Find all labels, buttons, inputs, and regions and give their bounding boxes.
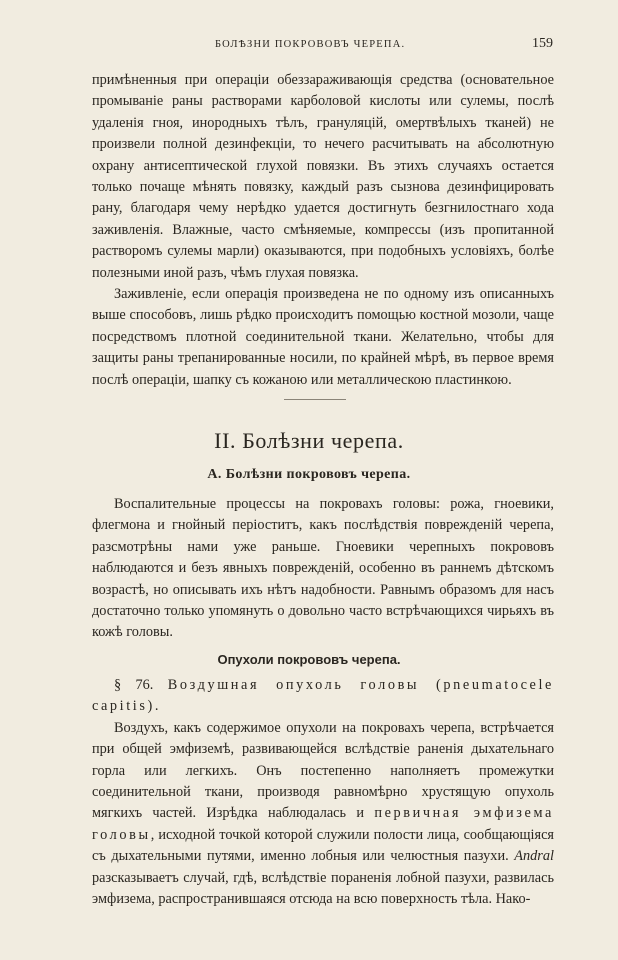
paragraph-number: § 76. — [114, 677, 154, 693]
spaced-term: первичная эмфизема головы — [92, 805, 554, 843]
paragraph-antiseptic: примѣненныя при операціи обеззараживающія средства (основательное промываніе раны растворами карболовой кислоты или сулемы, послѣ удаленія гноя, инородныхъ тѣлъ, грануляцій, омертвѣлыхъ тканей) не произвели полной дезинфекціи, то нечего расчитывать на абсолютную охрану антисептической глухой повязки. Въ этихъ случаяхъ остается только почаще мѣнять повязку, каждый разъ сызнова дезинфицировать рану, благодаря чему нерѣдко удается достигнуть безгнилостнаго хода заживленія. Влажные, часто смѣняемые, компрессы (изъ пропитанной растворомъ сулемы марли) оказываются, при подобныхъ условіяхъ, болѣе полезными иной разъ, чѣмъ глухая повязка. — [92, 72, 554, 281]
chapter-text-block — [92, 494, 554, 644]
top-text-block — [92, 70, 554, 391]
paragraph-title: Воздушная опухоль головы (pneumatocele capitis). — [92, 677, 555, 715]
paragraph-heading — [92, 675, 554, 718]
page-number: 159 — [532, 36, 553, 51]
subsection-heading: Опухоли покрововъ черепа. — [217, 652, 401, 667]
text-part-c: разсказываетъ случай, гдѣ, вслѣдствіе пораненія лобной пазухи, развилась эмфизема, распространившаяся отсюда на всю поверхность тѣла. Нако- — [92, 869, 554, 908]
subsection-text-block — [92, 675, 554, 910]
section-divider — [284, 399, 346, 400]
text-part-a: Воздухъ, какъ содержимое опухоли на покровахъ черепа, встрѣчается при общей эмфиземѣ, развивающейся вслѣдствіе раненія дыхательнаго горла или легкихъ. Онъ постепенно наполняетъ промежутки соединительной ткани, производя равномѣрно хрустящую опухоль мягкихъ частей. Изрѣдка наблюдалась и — [92, 719, 554, 822]
paragraph-healing: Заживленіе, если операція произведена не по одному изъ описанныхъ выше способовъ, лишь рѣдко происходитъ помощью костной мозоли, чаще посредствомъ плотной соединительной ткани. Желательно, чтобы для защиты раны трепанированные носили, по крайней мѣрѣ, въ первое время послѣ операціи, шапку съ кожаною или металлическою пластинкою. — [92, 286, 554, 388]
text-part-b: , исходной точкой которой служили полости лица, сообщающіяся съ дыхательными путями, именно лобныя или челюстныя пазухи. — [92, 826, 554, 865]
author-name: Andral — [514, 848, 554, 865]
running-head — [0, 38, 618, 56]
paragraph-inflammation: Воспалительные процессы на покровахъ головы: рожа, гноевики, флегмона и гнойный періоститъ, какъ послѣдствія поврежденій черепа, разсмотрѣны нами уже раньше. Гноевики черепныхъ покрововъ наблюдаются и безъ явныхъ поврежденій, особенно въ раннемъ дѣтскомъ возрастѣ, но описывать ихъ нѣтъ надобности. Равнымъ образомъ для насъ достаточно только упомянуть о довольно часто встрѣчающихся чирьяхъ въ кожѣ головы. — [92, 496, 554, 641]
chapter-title: II. Болѣзни черепа. — [214, 428, 404, 453]
running-title: БОЛѢЗНИ ПОКРОВОВЪ ЧЕРЕПА. — [215, 39, 406, 50]
section-heading: А. Болѣзни покрововъ черепа. — [207, 467, 411, 482]
paragraph-emphysema — [92, 718, 554, 911]
